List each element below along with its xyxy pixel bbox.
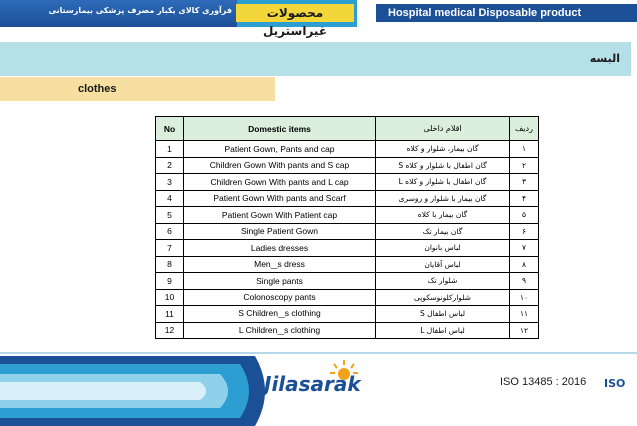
cell-domestic-item: Children Gown With pants and S cap [184, 157, 376, 174]
cell-radif: ۸ [510, 256, 539, 273]
section-bar [0, 42, 631, 76]
table-body [156, 141, 539, 339]
cell-no: 7 [156, 240, 184, 257]
cell-no: 8 [156, 256, 184, 273]
cell-no: 11 [156, 306, 184, 323]
table-row [156, 240, 539, 257]
table-row [156, 207, 539, 224]
cell-domestic-item: Single pants [184, 273, 376, 290]
cell-persian-item: لباس اطفال S [376, 306, 510, 323]
cell-no: 12 [156, 322, 184, 339]
cell-persian-item: شلوارکلونوسکوپی [376, 289, 510, 306]
cell-radif: ۱ [510, 141, 539, 158]
cell-domestic-item: S Children‿s clothing [184, 306, 376, 323]
cell-domestic-item: Single Patient Gown [184, 223, 376, 240]
cell-no: 4 [156, 190, 184, 207]
cell-no: 5 [156, 207, 184, 224]
cell-no: 9 [156, 273, 184, 290]
cell-no: 10 [156, 289, 184, 306]
cell-persian-item: شلوار تک [376, 273, 510, 290]
cell-no: 6 [156, 223, 184, 240]
cell-domestic-item: Colonoscopy pants [184, 289, 376, 306]
footer-rule [0, 352, 637, 354]
cell-domestic-item: Patient Gown With Patient cap [184, 207, 376, 224]
table-row [156, 174, 539, 191]
header-persian-items: اقلام داخلی [376, 117, 510, 141]
table-header-row [156, 117, 539, 141]
table-row [156, 273, 539, 290]
cell-radif: ۳ [510, 174, 539, 191]
footer-wave-graphic [0, 356, 280, 426]
cell-radif: ۴ [510, 190, 539, 207]
header-no: No [156, 117, 184, 141]
cell-persian-item: گان بیمار تک [376, 223, 510, 240]
cell-persian-item: گان اطفال با شلوار و کلاه S [376, 157, 510, 174]
header-radif: ردیف [510, 117, 539, 141]
subsection-title: clothes [78, 83, 117, 95]
cell-no: 2 [156, 157, 184, 174]
cell-persian-item: گان بیمار، شلوار و کلاه [376, 141, 510, 158]
cell-persian-item: لباس بانوان [376, 240, 510, 257]
table-row [156, 223, 539, 240]
logo-wordmark: Jilasarak [264, 372, 361, 396]
table-row [156, 157, 539, 174]
header-title-fa: محصولات غیراستریل [262, 6, 328, 38]
cell-radif: ۵ [510, 207, 539, 224]
header-tagline: فرآوری کالای یکبار مصرف پزشکی بیمارستانی [48, 6, 232, 15]
cell-radif: ۱۱ [510, 306, 539, 323]
cell-domestic-item: Ladies dresses [184, 240, 376, 257]
iso-logo-text: ISO [604, 377, 626, 389]
cell-domestic-item: Children Gown With pants and L cap [184, 174, 376, 191]
header-title-en: Hospital medical Disposable product [388, 7, 582, 19]
items-table [155, 116, 539, 339]
table-row [156, 306, 539, 323]
table-row [156, 190, 539, 207]
iso-certification: ISO 13485 : 2016 [500, 376, 587, 388]
cell-domestic-item: Patient Gown, Pants and cap [184, 141, 376, 158]
subsection-bar [0, 77, 275, 101]
cell-no: 3 [156, 174, 184, 191]
cell-radif: ۷ [510, 240, 539, 257]
cell-radif: ۲ [510, 157, 539, 174]
cell-no: 1 [156, 141, 184, 158]
cell-persian-item: گان بیمار با شلوار و روسری [376, 190, 510, 207]
table-row [156, 256, 539, 273]
table-row [156, 322, 539, 339]
cell-radif: ۶ [510, 223, 539, 240]
table-row [156, 289, 539, 306]
iso-logo [604, 375, 630, 389]
table-row [156, 141, 539, 158]
company-logo [262, 358, 382, 398]
cell-radif: ۱۲ [510, 322, 539, 339]
cell-radif: ۹ [510, 273, 539, 290]
cell-persian-item: لباس اطفال L [376, 322, 510, 339]
cell-persian-item: گان بیمار با کلاه [376, 207, 510, 224]
cell-domestic-item: Men‿s dress [184, 256, 376, 273]
section-title: البسه [589, 52, 620, 65]
cell-persian-item: لباس آقایان [376, 256, 510, 273]
cell-radif: ۱۰ [510, 289, 539, 306]
cell-domestic-item: Patient Gown With pants and Scarf [184, 190, 376, 207]
cell-persian-item: گان اطفال با شلوار و کلاه L [376, 174, 510, 191]
cell-domestic-item: L Children‿s clothing [184, 322, 376, 339]
header-domestic-items: Domestic items [184, 117, 376, 141]
